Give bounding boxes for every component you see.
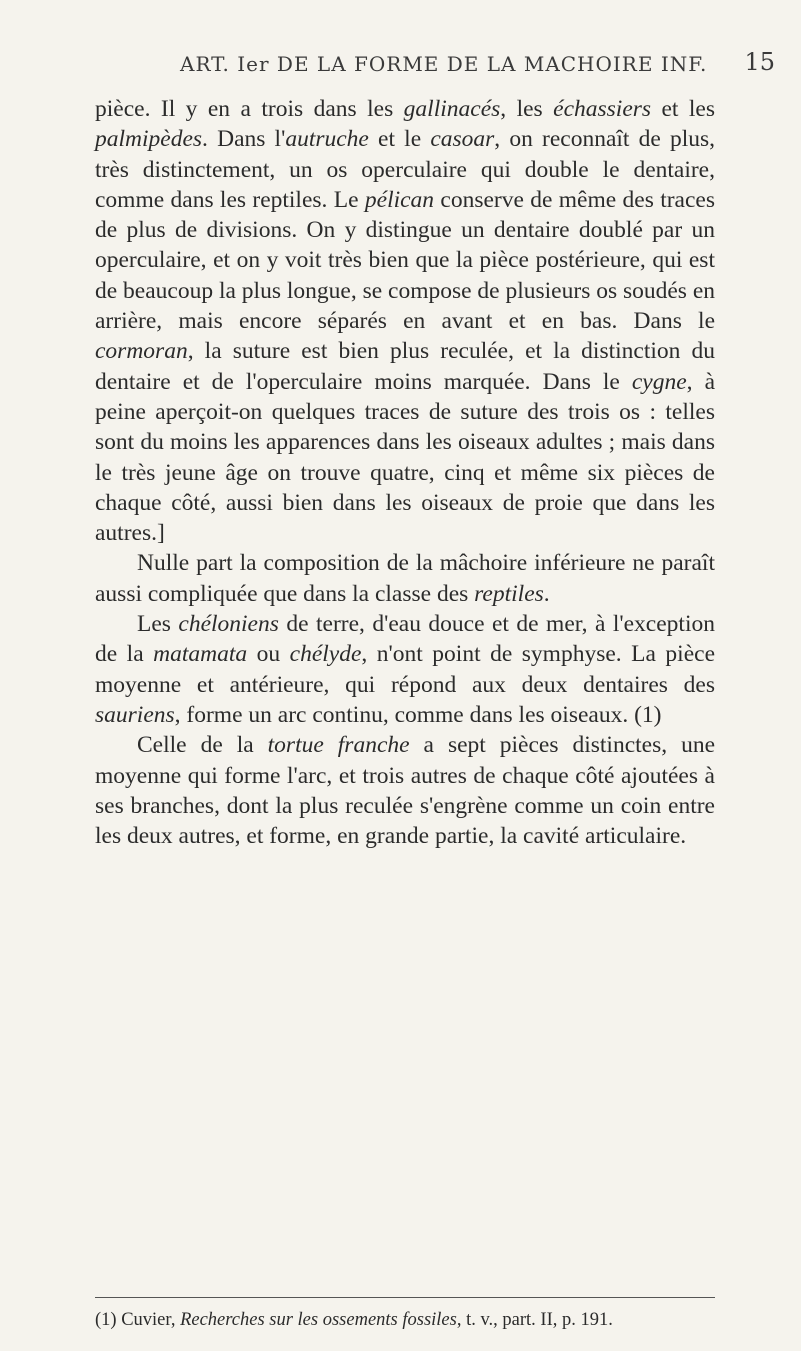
italic-term: matamata bbox=[153, 641, 248, 668]
italic-term: gallinacés bbox=[403, 96, 501, 122]
italic-term: palmipèdes bbox=[95, 126, 203, 153]
running-header bbox=[180, 48, 775, 76]
italic-term: autruche bbox=[285, 126, 369, 153]
text-run: a sept pièces distinctes, une moyenne qui forme l'arc, et trois autres de chaque côté ajoutées à ses branches, dont la plus reculée s'engrène comme un coin entre les deux autres, et forme, en grande partie, la cavité articulaire. bbox=[95, 732, 716, 850]
paragraph-2 bbox=[95, 548, 715, 609]
text-run: , t. v., part. II, p. 191. bbox=[456, 1310, 613, 1330]
page-number: 15 bbox=[744, 48, 775, 76]
italic-term: tortue franche bbox=[267, 732, 410, 759]
text-run: Celle de la bbox=[137, 732, 268, 759]
text-run: conserve de même des traces de plus de divisions. On y distingue un dentaire doublé par un operculaire, et on y voit très bien que la pièce postérieure, qui est de beaucoup la plus longue, se compose de plusieurs os soudés en arrière, mais encore séparés en avant et en bas. Dans le bbox=[95, 186, 716, 335]
text-run: et les bbox=[651, 96, 715, 122]
footnote-divider bbox=[95, 1297, 715, 1298]
italic-term: chéloniens bbox=[178, 611, 279, 638]
text-run: . Dans l' bbox=[202, 126, 286, 153]
italic-term: échassiers bbox=[553, 96, 652, 122]
italic-term: pélican bbox=[364, 186, 435, 213]
italic-term: sauriens bbox=[95, 701, 175, 728]
text-run: Nulle part la composition de la mâchoire inférieure ne paraît aussi compliquée que dans la classe des bbox=[95, 550, 715, 607]
text-run: , on reconnaît de plus, très distinctement, un os operculaire qui double le dentaire, comme dans les reptiles. Le bbox=[95, 126, 716, 213]
text-run: Les bbox=[137, 611, 179, 638]
text-run: Cuvier, bbox=[116, 1310, 181, 1330]
footnote-title: Recherches sur les ossements fossiles bbox=[180, 1310, 457, 1330]
italic-term: reptiles bbox=[474, 580, 544, 607]
italic-term: casoar bbox=[430, 126, 495, 153]
footnote-marker: (1) bbox=[95, 1310, 117, 1330]
text-run: , n'ont point de symphyse. La pièce moyenne et antérieure, qui répond aux deux dentaires des bbox=[95, 641, 716, 698]
text-run: ou bbox=[247, 641, 290, 668]
text-run: pièce. Il y en a trois dans les bbox=[95, 96, 404, 122]
text-run: de terre, d'eau douce et de mer, à l'exception de la bbox=[95, 611, 715, 668]
text-run: , à peine aperçoit-on quelques traces de suture des trois os : telles sont du moins les apparences dans les oiseaux adultes ; mais dans le très jeune âge on trouve quatre, cinq et même six pièces de chaque côté, aussi bien dans les oiseaux de proie que dans les autres.] bbox=[95, 368, 715, 547]
italic-term: cormoran bbox=[95, 338, 188, 365]
text-run: . bbox=[543, 580, 550, 607]
body-text bbox=[95, 94, 715, 851]
footnote bbox=[95, 1308, 735, 1332]
running-title: ART. Ier DE LA FORME DE LA MACHOIRE INF. bbox=[180, 52, 708, 76]
paragraph-3 bbox=[95, 609, 715, 730]
text-run: , la suture est bien plus reculée, et la distinction du dentaire et de l'operculaire moins marquée. Dans le bbox=[95, 338, 715, 395]
paragraph-1 bbox=[95, 94, 715, 548]
italic-term: cygne bbox=[631, 368, 687, 395]
italic-term: chélyde bbox=[289, 641, 362, 668]
text-run: , les bbox=[500, 96, 554, 122]
text-run: et le bbox=[368, 126, 431, 153]
text-run: , forme un arc continu, comme dans les oiseaux. (1) bbox=[174, 701, 662, 728]
paragraph-4 bbox=[95, 730, 715, 851]
